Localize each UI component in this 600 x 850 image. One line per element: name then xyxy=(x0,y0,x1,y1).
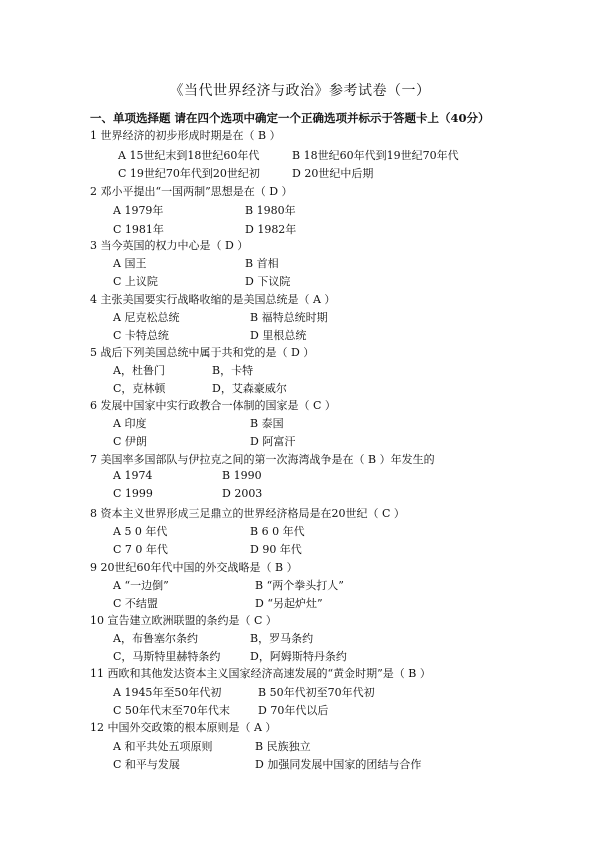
answer-option: B，卡特 xyxy=(212,364,254,377)
question-stem: 8 资本主义世界形成三足鼎立的世界经济格局是在20世纪（ C ） xyxy=(90,507,405,520)
answer-option: D 加强同发展中国家的团结与合作 xyxy=(255,758,422,771)
question-stem: 1 世界经济的初步形成时期是在（ B ） xyxy=(90,129,281,142)
answer-option: B “两个拳头打人” xyxy=(255,579,344,592)
answer-option: B 福特总统时期 xyxy=(250,311,328,324)
answer-option: D 70年代以后 xyxy=(258,704,329,717)
answer-option: A，布鲁塞尔条约 xyxy=(113,632,198,645)
answer-option: B 1980年 xyxy=(245,204,296,217)
question-stem: 5 战后下列美国总统中属于共和党的是（ D ） xyxy=(90,346,315,359)
question-stem: 7 美国率多国部队与伊拉克之间的第一次海湾战争是在（ B ）年发生的 xyxy=(90,453,435,466)
answer-option: C 1999 xyxy=(113,487,153,500)
answer-option: A 尼克松总统 xyxy=(113,311,180,324)
answer-option: A 5 0 年代 xyxy=(113,525,168,538)
answer-option: C 19世纪70年代到20世纪初 xyxy=(118,167,260,180)
answer-option: D 20世纪中后期 xyxy=(292,167,374,180)
answer-option: A 1979年 xyxy=(113,204,164,217)
answer-option: C 1981年 xyxy=(113,223,164,236)
answer-option: C，克林顿 xyxy=(113,382,166,395)
answer-option: C 卡特总统 xyxy=(113,329,169,342)
question-stem: 6 发展中国家中实行政教合一体制的国家是（ C ） xyxy=(90,399,336,412)
question-stem: 9 20世纪60年代中国的外交战略是（ B ） xyxy=(90,561,298,574)
answer-option: B 民族独立 xyxy=(255,740,311,753)
question-stem: 12 中国外交政策的根本原则是（ A ） xyxy=(90,721,277,734)
question-stem: 11 西欧和其他发达资本主义国家经济高速发展的“黄金时期”是（ B ） xyxy=(90,667,431,680)
answer-option: A 国王 xyxy=(113,257,147,270)
answer-option: A “一边倒” xyxy=(113,579,169,592)
answer-option: B 首相 xyxy=(245,257,279,270)
answer-option: A 1974 xyxy=(113,469,153,482)
answer-option: C 不结盟 xyxy=(113,597,158,610)
answer-option: B 1990 xyxy=(222,469,262,482)
answer-option: A 1945年至50年代初 xyxy=(113,686,222,699)
answer-option: C 7 0 年代 xyxy=(113,543,168,556)
answer-option: C 伊朗 xyxy=(113,435,147,448)
question-stem: 4 主张美国要实行战略收缩的是美国总统是（ A ） xyxy=(90,293,336,306)
question-stem: 2 邓小平提出“一国两制”思想是在（ D ） xyxy=(90,185,293,198)
answer-option: D 阿富汗 xyxy=(250,435,296,448)
answer-option: D “另起炉灶” xyxy=(255,597,323,610)
answer-option: B 50年代初至70年代初 xyxy=(258,686,375,699)
section-heading: 一、单项选择题 请在四个选项中确定一个正确选项并标示于答题卡上（40分） xyxy=(90,111,490,125)
answer-option: A，杜鲁门 xyxy=(113,364,165,377)
answer-option: B 泰国 xyxy=(250,417,284,430)
page-title: 《当代世界经济与政治》参考试卷（一） xyxy=(169,83,431,99)
answer-option: B 6 0 年代 xyxy=(250,525,305,538)
answer-option: D 下议院 xyxy=(245,275,291,288)
answer-option: C，马斯特里赫特条约 xyxy=(113,650,221,663)
answer-option: B，罗马条约 xyxy=(250,632,314,645)
answer-option: D 里根总统 xyxy=(250,329,307,342)
answer-option: D，阿姆斯特丹条约 xyxy=(250,650,347,663)
answer-option: D 1982年 xyxy=(245,223,297,236)
answer-option: D 90 年代 xyxy=(250,543,302,556)
answer-option: A 和平共处五项原则 xyxy=(113,740,213,753)
answer-option: A 15世纪末到18世纪60年代 xyxy=(118,149,260,162)
answer-option: B 18世纪60年代到19世纪70年代 xyxy=(292,149,459,162)
answer-option: C 和平与发展 xyxy=(113,758,180,771)
question-stem: 10 宣告建立欧洲联盟的条约是（ C ） xyxy=(90,614,277,627)
answer-option: A 印度 xyxy=(113,417,147,430)
answer-option: D 2003 xyxy=(222,487,263,500)
answer-option: C 50年代末至70年代末 xyxy=(113,704,230,717)
question-stem: 3 当今英国的权力中心是（ D ） xyxy=(90,239,249,252)
answer-option: D，艾森豪威尔 xyxy=(212,382,287,395)
answer-option: C 上议院 xyxy=(113,275,158,288)
